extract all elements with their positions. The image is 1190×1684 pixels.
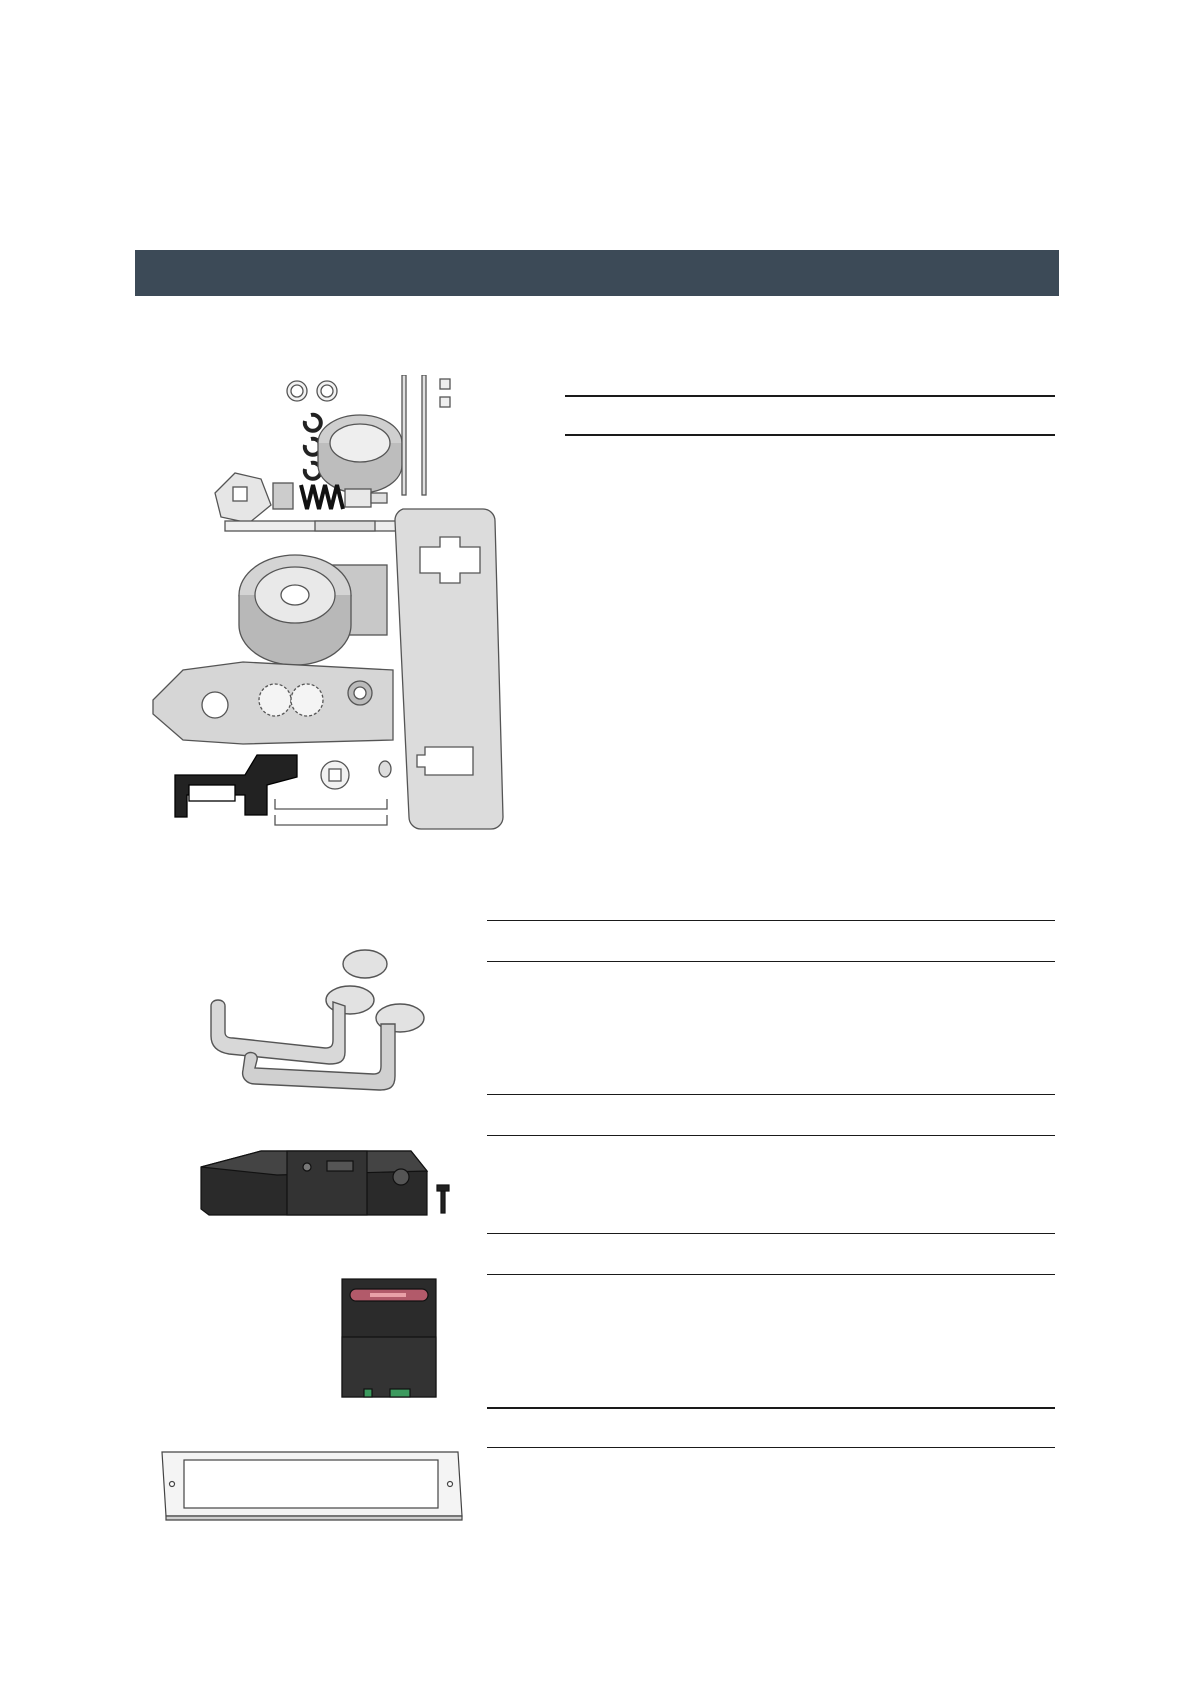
parts-kit-figure [145, 375, 555, 835]
table-rule [487, 1274, 1055, 1275]
exploded-parts-diagram-icon [145, 375, 555, 835]
table-rule [487, 961, 1055, 962]
pull-handles-figure [195, 940, 445, 1105]
pull-handle-icon [195, 940, 445, 1105]
lock-module-icon [195, 1143, 455, 1225]
strike-plate-icon [158, 1448, 464, 1523]
table-rule [487, 1233, 1055, 1234]
control-unit-icon [340, 1277, 440, 1401]
table-rule [565, 434, 1055, 436]
table-rule [487, 1135, 1055, 1136]
section-header-banner [135, 250, 1059, 296]
table-rule [565, 395, 1055, 397]
strike-plate-figure [158, 1448, 464, 1523]
table-rule [487, 920, 1055, 921]
table-rule [487, 1447, 1055, 1448]
control-box-figure [340, 1277, 440, 1401]
lock-body-figure [195, 1143, 455, 1225]
table-rule [487, 1407, 1055, 1409]
table-rule [487, 1094, 1055, 1095]
